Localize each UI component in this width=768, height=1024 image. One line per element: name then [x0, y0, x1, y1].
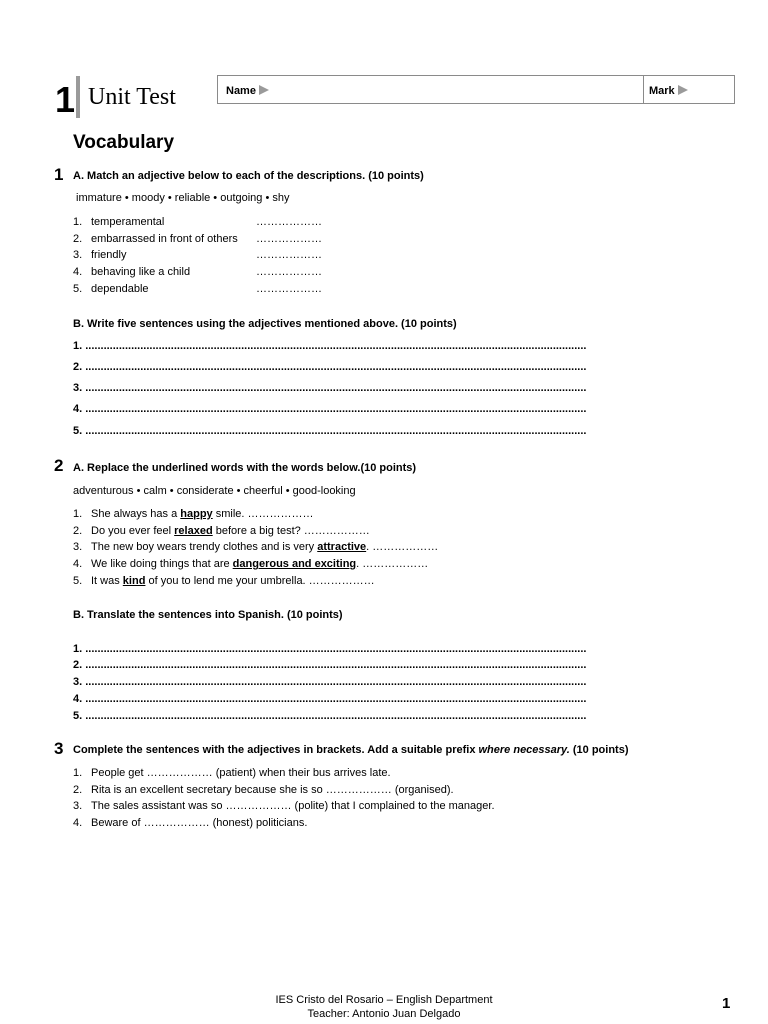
underlined-word: happy — [180, 508, 213, 520]
answer-line[interactable]: 1. .................................................................................................................................................................... — [73, 340, 587, 352]
exercise-1b-heading: B. Write five sentences using the adjectives mentioned above. (10 points) — [73, 318, 457, 330]
exercise-1-word-bank: immature • moody • reliable • outgoing • shy — [76, 192, 290, 204]
answer-blank[interactable]: ……………… — [256, 282, 322, 295]
answer-blank[interactable]: ……………… — [256, 266, 322, 279]
answer-line[interactable]: 4. .................................................................................................................................................................... — [73, 693, 587, 705]
answer-line[interactable]: 5. .................................................................................................................................................................... — [73, 710, 587, 722]
exercise-2a-list — [73, 506, 438, 590]
section-title: Vocabulary — [73, 132, 175, 153]
mark-label: Mark — [649, 85, 675, 97]
list-item: 4. Beware of ……………… (honest) politicians. — [73, 817, 308, 830]
exercise-1a-list — [73, 214, 322, 298]
list-item: 3. The new boy wears trendy clothes and is very attractive. ……………… — [73, 541, 439, 554]
exercise-3-number: 3 — [54, 739, 64, 758]
unit-divider — [76, 76, 80, 118]
exercise-3-list — [73, 765, 495, 832]
exercise-2a-heading: A. Replace the underlined words with the words below.(10 points) — [73, 462, 417, 474]
underlined-word: dangerous and exciting — [232, 558, 357, 571]
answer-blank[interactable]: ……………… — [256, 249, 322, 262]
list-item: 2. Rita is an excellent secretary because she is so ……………… (organised). — [73, 783, 454, 796]
list-item: 1. temperamental ……………… — [73, 214, 238, 231]
name-field[interactable] — [226, 84, 269, 98]
exercise-2-number: 2 — [54, 456, 64, 475]
list-item: 2. Do you ever feel relaxed before a big test? ……………… — [73, 524, 370, 537]
unit-title: Unit Test — [88, 84, 176, 110]
answer-line[interactable]: 5. .................................................................................................................................................................... — [73, 425, 587, 437]
underlined-word: kind — [122, 574, 146, 587]
exercise-1a-heading: A. Match an adjective below to each of the descriptions. (10 points) — [73, 170, 424, 182]
answer-blank[interactable]: ……………… — [256, 216, 322, 228]
exercise-2-word-bank: adventurous • calm • considerate • cheerful • good-looking — [73, 485, 356, 497]
answer-line[interactable]: 4. .................................................................................................................................................................... — [73, 403, 587, 415]
answer-line[interactable]: 3. .................................................................................................................................................................... — [73, 676, 587, 688]
arrow-right-icon — [259, 85, 269, 95]
page-number: 1 — [722, 995, 731, 1012]
list-item: 1. She always has a happy smile. ……………… — [73, 508, 314, 520]
answer-line[interactable]: 1. .................................................................................................................................................................... — [73, 643, 587, 655]
list-item: 4. We like doing things that are dangerous and exciting. ……………… — [73, 558, 429, 571]
underlined-word: relaxed — [174, 524, 213, 537]
footer-department: IES Cristo del Rosario – English Department — [275, 994, 493, 1006]
list-item: 5. It was kind of you to lend me your umbrella. ……………… — [73, 574, 375, 587]
answer-line[interactable]: 2. .................................................................................................................................................................... — [73, 361, 587, 373]
exercise-3-heading: Complete the sentences with the adjectives in brackets. Add a suitable prefix where necessary. (10 points) — [73, 744, 629, 756]
list-item: 3. friendly ……………… — [73, 247, 238, 264]
footer-teacher: Teacher: Antonio Juan Delgado — [307, 1008, 461, 1020]
unit-number: 1 — [55, 79, 76, 120]
list-item: 3. The sales assistant was so ……………… (polite) that I complained to the manager. — [73, 800, 495, 813]
mark-field[interactable] — [649, 84, 688, 98]
arrow-right-icon — [678, 85, 688, 95]
list-item: 4. behaving like a child ……………… — [73, 264, 238, 281]
answer-line[interactable]: 2. .................................................................................................................................................................... — [73, 659, 587, 671]
list-item: 1. People get ……………… (patient) when their bus arrives late. — [73, 767, 391, 779]
underlined-word: attractive — [317, 541, 367, 554]
name-mark-divider — [643, 75, 644, 104]
name-label: Name — [226, 85, 256, 97]
answer-line[interactable]: 3. .................................................................................................................................................................... — [73, 382, 587, 394]
exercise-1-number: 1 — [54, 165, 64, 184]
footer — [0, 993, 768, 1021]
list-item: 2. embarrassed in front of others ……………… — [73, 231, 238, 248]
exercise-2b-heading: B. Translate the sentences into Spanish. (10 points) — [73, 609, 343, 621]
list-item: 5. dependable ……………… — [73, 281, 238, 298]
answer-blank[interactable]: ……………… — [256, 232, 322, 245]
